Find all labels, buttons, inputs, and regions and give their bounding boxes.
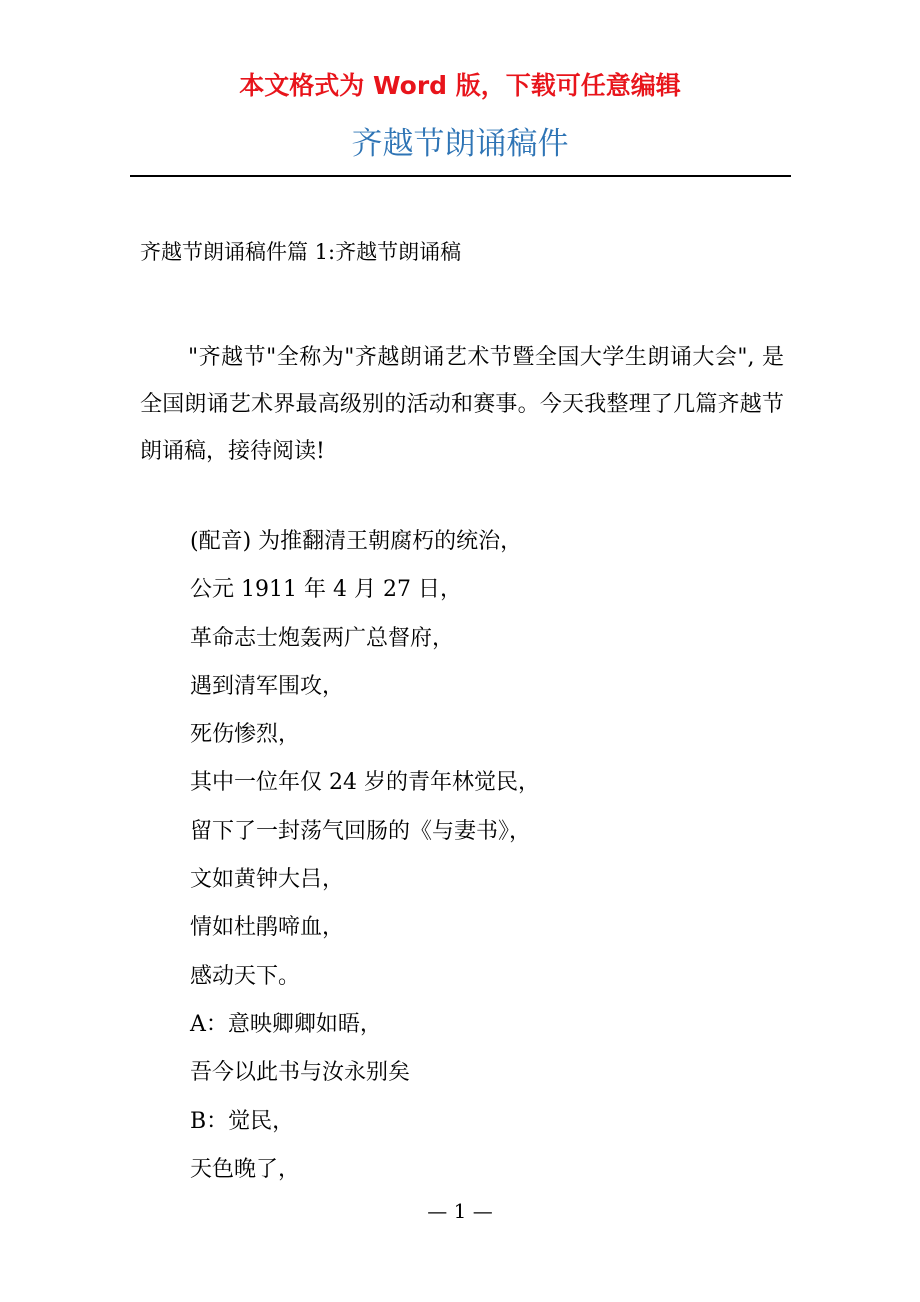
poem-line: B：觉民， xyxy=(190,1108,295,1134)
format-notice: 本文格式为 Word 版，下载可任意编辑 xyxy=(239,71,681,100)
document-title: 齐越节朗诵稿件 xyxy=(351,126,569,162)
poem-line: (配音) 为推翻清王朝腐朽的统治， xyxy=(190,529,523,554)
poem-line: 天色晚了， xyxy=(190,1156,301,1182)
intro-paragraph: "齐越节"全称为"齐越朗诵艺术节暨全国大学生朗诵大会", 是全国朗诵艺术界最高级别的活动和赛事。今天我整理了几篇齐越节朗诵稿，接待阅读! xyxy=(140,345,784,464)
poem-line: 留下了一封荡气回肠的《与妻书》， xyxy=(190,818,532,844)
poem-line: 感动天下。 xyxy=(190,963,301,989)
poem-line: A：意映卿卿如晤， xyxy=(190,1011,382,1037)
page-number: — 1 — xyxy=(427,1199,493,1223)
poem-line: 情如杜鹃啼血， xyxy=(190,915,345,941)
poem-line: 文如黄钟大吕， xyxy=(190,867,345,893)
poem-line: 吾今以此书与汝永别矣 xyxy=(190,1060,411,1086)
poem-line: 遇到清军围攻， xyxy=(190,673,345,699)
poem-line: 公元 1911 年 4 月 27 日， xyxy=(190,577,462,603)
poem-line: 其中一位年仅 24 岁的青年林觉民， xyxy=(190,770,540,796)
title-divider xyxy=(130,175,791,177)
poem-text xyxy=(190,522,790,1198)
poem-line: 死伤惨烈， xyxy=(190,722,301,748)
poem-line: 革命志士炮轰两广总督府， xyxy=(190,625,455,651)
section-heading: 齐越节朗诵稿件篇 1:齐越节朗诵稿 xyxy=(140,240,462,264)
intro-paragraph-block xyxy=(140,334,784,475)
